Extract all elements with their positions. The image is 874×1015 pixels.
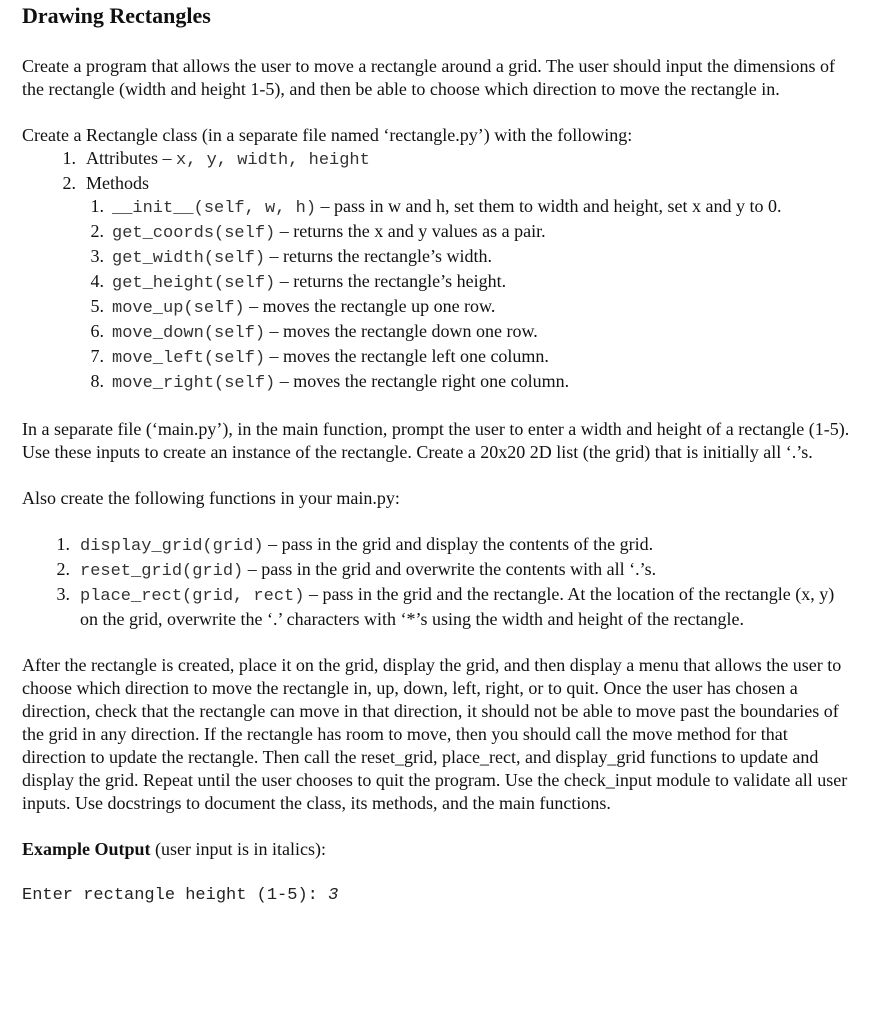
attributes-code: x, y, width, height: [176, 151, 370, 170]
after-paragraph: After the rectangle is created, place it on the grid, display the grid, and then display a menu that allows the user to choose which direction to move the rectangle in, up, down, left, right, or to quit. Once the user has chosen a direction, check that the rectangle can move in that direction, it should not be able to move past the boundaries of the grid in any direction. If the rectangle has room to move, then you should call the move method for that direction to update the rectangle. Then call the reset_grid, place_rect, and display_grid functions to update and display the grid. Repeat until the user chooses to quit the program. Use the check_input module to validate all user inputs. Use docstrings to document the class, its methods, and the main functions.: [22, 655, 848, 813]
user-input-value: 3: [328, 886, 339, 905]
attributes-item: 1. Attributes – x, y, width, height: [62, 148, 370, 170]
functions-intro: Also create the following functions in your main.py:: [22, 488, 400, 508]
method-item: 3. get_width(self) – returns the rectangle’s width.: [90, 246, 492, 268]
function-item: 1. display_grid(grid) – pass in the grid and display the contents of the grid.: [56, 534, 654, 556]
function-item: 3. place_rect(grid, rect) – pass in the grid and the rectangle. At the location of the rectangle (x, y) on the grid, overwrite the ‘.’ characters with ‘*’s using the width and height of the rectangle.: [56, 584, 835, 629]
method-item: 1. __init__(self, w, h) – pass in w and h, set them to width and height, set x and y to 0.: [90, 196, 782, 218]
example-heading: Example Output (user input is in italics):: [22, 839, 327, 859]
page-title: Drawing Rectangles: [22, 3, 211, 28]
intro-paragraph: Create a program that allows the user to move a rectangle around a grid. The user should input the dimensions of the rectangle (width and height 1-5), and then be able to choose which direction to move the rectangle in.: [22, 56, 835, 99]
method-item: 8. move_right(self) – moves the rectangle right one column.: [90, 371, 570, 393]
method-item: 6. move_down(self) – moves the rectangle down one row.: [90, 321, 538, 343]
functions-list: [22, 533, 852, 631]
method-item: 5. move_up(self) – moves the rectangle up one row.: [90, 296, 496, 318]
method-item: 4. get_height(self) – returns the rectangle’s height.: [90, 271, 507, 293]
class-intro: Create a Rectangle class (in a separate file named ‘rectangle.py’) with the following:: [22, 125, 633, 145]
method-item: 7. move_left(self) – moves the rectangle left one column.: [90, 346, 549, 368]
example-output-line: Enter rectangle height (1-5): 3: [22, 886, 339, 905]
methods-list: [22, 195, 852, 395]
main-intro-paragraph: In a separate file (‘main.py’), in the main function, prompt the user to enter a width and height of a rectangle (1-5). Use these inputs to create an instance of the rectangle. Create a 20x20 2D list (the grid) that is initially all ‘.’s.: [22, 419, 850, 462]
methods-item: 2. Methods: [62, 173, 149, 193]
method-item: 2. get_coords(self) – returns the x and y values as a pair.: [90, 221, 546, 243]
class-spec-list: [22, 147, 852, 195]
function-item: 2. reset_grid(grid) – pass in the grid and overwrite the contents with all ‘.’s.: [56, 559, 657, 581]
